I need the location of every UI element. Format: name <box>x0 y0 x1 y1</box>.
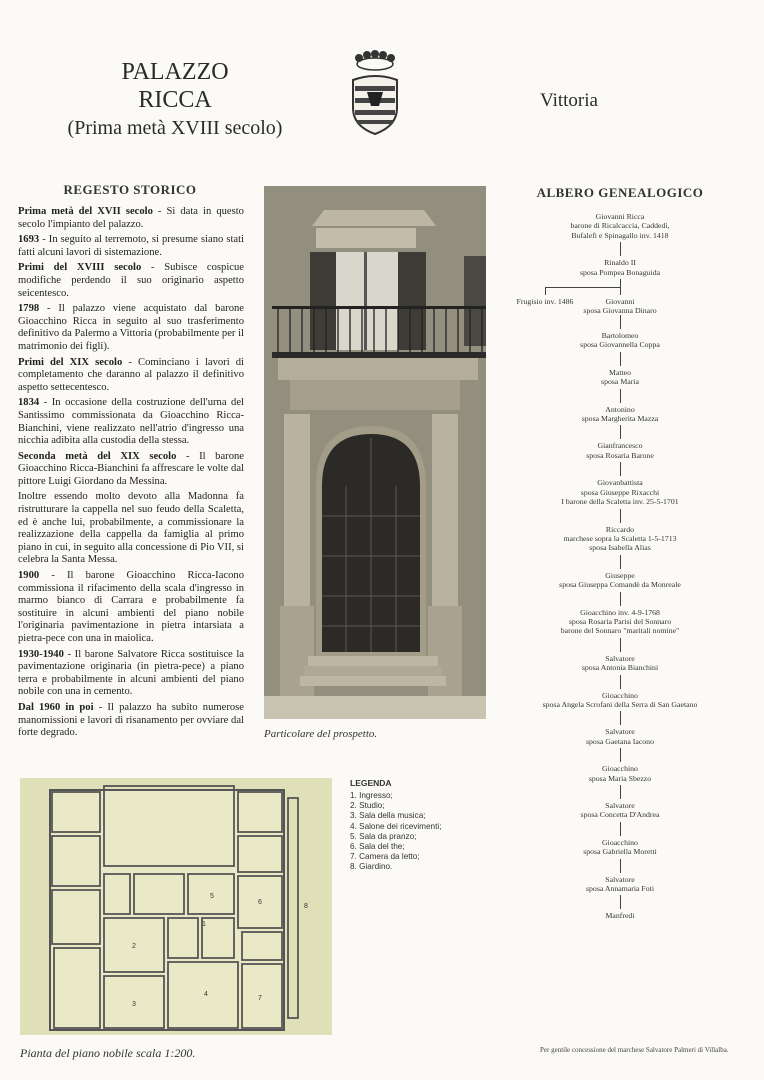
legend-item: 4. Salone dei ricevimenti; <box>350 821 442 831</box>
tree-node-line: Giovanni Ricca <box>595 212 645 221</box>
tree-node-line: sposa Giovanna Dinaro <box>583 306 657 316</box>
tree-node-line: sposa Concetta D'Andrea <box>580 810 660 820</box>
tree-connector <box>620 555 621 569</box>
tree-node-line: Gioacchino <box>602 837 638 847</box>
tree-node <box>505 525 735 553</box>
regesto-entry-label: Primi del XVIII secolo <box>18 262 142 274</box>
legend-item: 3. Sala della musica; <box>350 811 426 821</box>
regesto-entry-label: 1930-1940 <box>18 648 64 660</box>
tree-node-line: Rinaldo II <box>604 258 636 268</box>
legend-list <box>350 791 441 873</box>
tree-node <box>505 875 735 894</box>
legend-item: 8. Giardino. <box>350 862 393 872</box>
family-tree <box>505 212 735 921</box>
tree-node-line: sposa Maria <box>601 377 639 387</box>
tree-connector <box>620 638 621 652</box>
tree-node-line: Gioacchino inv. 4-9-1768 <box>580 607 660 617</box>
tree-node-line: barone di Ricalcaccia, Caddedi, <box>570 221 670 231</box>
regesto-entry-text: - In seguito al terremoto, si presume siano stati fatti alcuni lavori di sistemazione. <box>18 234 244 258</box>
tree-node <box>505 441 735 460</box>
tree-node <box>505 801 735 820</box>
photo-caption: Particolare del prospetto. <box>264 728 378 740</box>
tree-connector <box>620 389 621 403</box>
tree-connector <box>545 287 621 288</box>
tree-node-line: sposa Rosaria Barone <box>586 450 654 460</box>
tree-node-line: sposa Giuseppe Rixacchi <box>580 487 660 497</box>
title-line-2: RICCA <box>138 87 212 113</box>
tree-connector <box>620 895 621 909</box>
plan-room-1: 1 <box>202 921 206 928</box>
regesto-entry <box>18 702 244 740</box>
plan-room-5: 5 <box>210 893 214 900</box>
tree-node-line: I barone della Scaletta inv. 25-5-1701 <box>561 497 679 507</box>
regesto-entry <box>18 357 244 395</box>
tree-connector <box>620 462 621 476</box>
floor-plan <box>20 778 332 1035</box>
plan-room-3: 3 <box>132 1001 136 1008</box>
tree-node-line: Antonino <box>605 404 635 414</box>
tree-node-line: sposa Angela Scrofani della Serra di San Gaetano <box>542 699 698 709</box>
regesto-entry <box>18 206 244 231</box>
tree-node-line: Gianfrancesco <box>597 441 643 451</box>
regesto-entry-label: Primi del XIX secolo <box>18 356 123 368</box>
legend-heading: LEGENDA <box>350 778 392 788</box>
regesto-entry <box>18 234 244 259</box>
tree-node-line: Gioacchino <box>602 690 638 700</box>
coat-of-arms-icon <box>345 50 405 136</box>
tree-node <box>505 691 735 710</box>
tree-connector <box>620 425 621 439</box>
tree-node <box>505 258 735 277</box>
tree-node <box>505 212 735 240</box>
regesto-entry <box>18 451 244 489</box>
tree-node-line: Riccardo <box>605 524 635 534</box>
regesto-entry <box>18 649 244 699</box>
regesto-entry-text: - Il barone Salvatore Ricca sostituisce la pavimentazione originaria (in pietra-pece) a piano terra e probabilmente in alcuni ambienti del piano nobile con una in cemento. <box>18 648 244 698</box>
tree-node <box>505 911 735 920</box>
plan-room-8: 8 <box>304 903 308 910</box>
tree-node <box>505 727 735 746</box>
city-name: Vittoria <box>540 90 598 111</box>
tree-connector <box>545 287 546 295</box>
tree-node-line: Gioacchino <box>602 764 638 774</box>
regesto-entry-text: - Si data in questo secolo l'impianto del palazzo. <box>18 206 244 230</box>
regesto-entry-label: Seconda metà del XIX secolo <box>18 450 177 462</box>
plan-room-7: 7 <box>258 995 262 1002</box>
tree-branch-row <box>505 279 735 316</box>
tree-node-line: sposa Isabella Alias <box>589 543 651 553</box>
regesto-entry-label: 1693 <box>18 234 40 246</box>
legend-item: 1. Ingresso; <box>350 791 393 800</box>
regesto-entry-text: - Subisce cospicue modifiche perdendo il suo originario aspetto seicentesco. <box>18 262 244 299</box>
regesto-text <box>18 206 244 743</box>
legend-item: 6. Sala del the; <box>350 842 405 852</box>
tree-node <box>505 368 735 387</box>
tree-connector <box>620 509 621 523</box>
tree-node-line: barone del Sonnaro "maritali nomine" <box>560 626 680 636</box>
tree-node-line: Bartolomeo <box>601 331 639 341</box>
subtitle: (Prima metà XVIII secolo) <box>67 117 283 139</box>
tree-node-line: sposa Margherita Mazza <box>581 414 659 424</box>
tree-branch-node: Frugisio inv. 1486 <box>516 297 574 307</box>
facade-photo <box>264 186 486 719</box>
tree-node-line: Manfredi <box>605 911 635 921</box>
tree-node-line: Salvatore <box>605 801 635 810</box>
legend-item: 2. Studio; <box>350 801 385 811</box>
tree-node-line: sposa Rosaria Parisi del Sonnaro <box>568 616 672 626</box>
credit-note: Per gentile concessione del marchese Salvatore Palmeri di Villalba. <box>540 1046 729 1054</box>
regesto-entry <box>18 262 244 300</box>
tree-node-line: sposa Gabriella Moretti <box>583 847 657 857</box>
tree-node <box>505 405 735 424</box>
tree-node-line: Matteo <box>608 367 632 377</box>
tree-node-line: Salvatore <box>605 727 635 737</box>
tree-node-line: Salvatore <box>605 653 635 663</box>
tree-node-line: Giovanni <box>605 297 635 307</box>
tree-node <box>575 297 665 316</box>
page-title <box>60 58 290 142</box>
title-line-1: PALAZZO <box>121 59 229 85</box>
tree-connector <box>620 675 621 689</box>
regesto-entry-text: - Cominciano i lavori di completamento che daranno al palazzo il definitivo aspetto settecentesco. <box>18 356 245 393</box>
tree-node-line: Salvatore <box>605 874 635 884</box>
plan-caption: Pianta del piano nobile scala 1:200. <box>20 1046 196 1060</box>
tree-connector <box>620 352 621 366</box>
regesto-entry-label: 1798 <box>18 303 40 315</box>
tree-node-line: sposa Gaetana Iacono <box>586 736 654 746</box>
tree-node-line: sposa Giovannella Coppa <box>580 340 660 350</box>
regesto-entry <box>18 303 244 353</box>
tree-node-line: sposa Maria Sbezzo <box>588 773 652 783</box>
regesto-entry-label: 1900 <box>18 570 40 582</box>
tree-node <box>505 608 735 636</box>
regesto-entry <box>18 397 244 447</box>
tree-node <box>505 331 735 350</box>
plan-room-2: 2 <box>132 943 136 950</box>
regesto-entry-text: - Il barone Gioacchino Ricca-Bianchini fa affrescare le volte dal pittore Luigi Giordano da Messina. <box>18 450 244 487</box>
tree-node <box>505 838 735 857</box>
tree-node-line: Giuseppe <box>605 570 635 580</box>
tree-connector <box>620 822 621 836</box>
regesto-entry-text: Inoltre essendo molto devoto alla Madonna fa ristrutturare la cappella nel suo feudo della Scaletta, ed è anche lui, probabilmente, a commissionare la realizzazione della cappella da famiglia al primo piano in cui, in seguito alla concessione di Pio VII, si celebra la Santa Messa. <box>18 491 244 566</box>
tree-connector <box>620 287 621 295</box>
regesto-entry-label: Dal 1960 in poi <box>18 701 94 713</box>
regesto-entry <box>18 570 244 646</box>
plan-room-6: 6 <box>258 899 262 906</box>
legend-item: 7. Camera da letto; <box>350 852 420 862</box>
tree-node <box>505 654 735 673</box>
tree-connector <box>620 279 621 287</box>
regesto-entry-text: - Il palazzo viene acquistato dal barone Gioacchino Ricca in seguito al suo trasferimento definitivo da Palermo a Vittoria (probabilmente per il matrimonio dei figli). <box>18 303 244 352</box>
tree-node-line: sposa Pompea Bonaguida <box>579 267 661 277</box>
regesto-entry <box>18 491 244 567</box>
tree-node-line: sposa Antonia Bianchini <box>581 663 659 673</box>
tree-node-line: Bufalefi e Spinagallo inv. 1418 <box>571 230 669 240</box>
tree-node-line: sposa Annamaria Foti <box>586 884 654 894</box>
tree-node <box>505 764 735 783</box>
tree-node <box>505 571 735 590</box>
tree-connector <box>620 592 621 606</box>
tree-node-line: sposa Giuseppa Comandè da Monreale <box>559 580 681 590</box>
tree-connector <box>620 711 621 725</box>
tree-connector <box>620 748 621 762</box>
regesto-entry-text: - Il barone Gioacchino Ricca-Iacono commissiona il rifacimento della scala d'ingresso in marmo bianco di Carrara e probabilmente fa sostituire in alcuni ambienti del piano nobile l'originaria pavimentazione in pietra intarsiata a pietra-pece con una in maiolica. <box>18 570 244 644</box>
regesto-entry-text: - In occasione della costruzione dell'urna del Santissimo commissionata da Gioacchino Ricca-Bianchini, viene realizzato nell'atrio d'ingresso una nicchia adibita alla custodia della stessa. <box>18 397 244 447</box>
tree-connector <box>620 859 621 873</box>
tree-connector <box>620 785 621 799</box>
regesto-heading: REGESTO STORICO <box>63 182 197 197</box>
tree-connector <box>620 242 621 256</box>
plan-room-4: 4 <box>204 991 208 998</box>
tree-node-line: Giovanbattista <box>597 478 643 488</box>
regesto-entry-label: 1834 <box>18 397 40 409</box>
legend-item: 5. Sala da pranzo; <box>350 831 417 841</box>
tree-node-line: marchese sopra la Scaletta 1-5-1713 <box>563 533 677 543</box>
tree-heading: ALBERO GENEALOGICO <box>536 185 704 200</box>
tree-node <box>505 478 735 506</box>
regesto-entry-label: Prima metà del XVII secolo <box>18 206 153 217</box>
tree-connector <box>620 315 621 329</box>
regesto-entry-text: - Il palazzo ha subito numerose manomissioni e lavori di risanamento per ovviare dal forte degrado. <box>18 701 244 739</box>
